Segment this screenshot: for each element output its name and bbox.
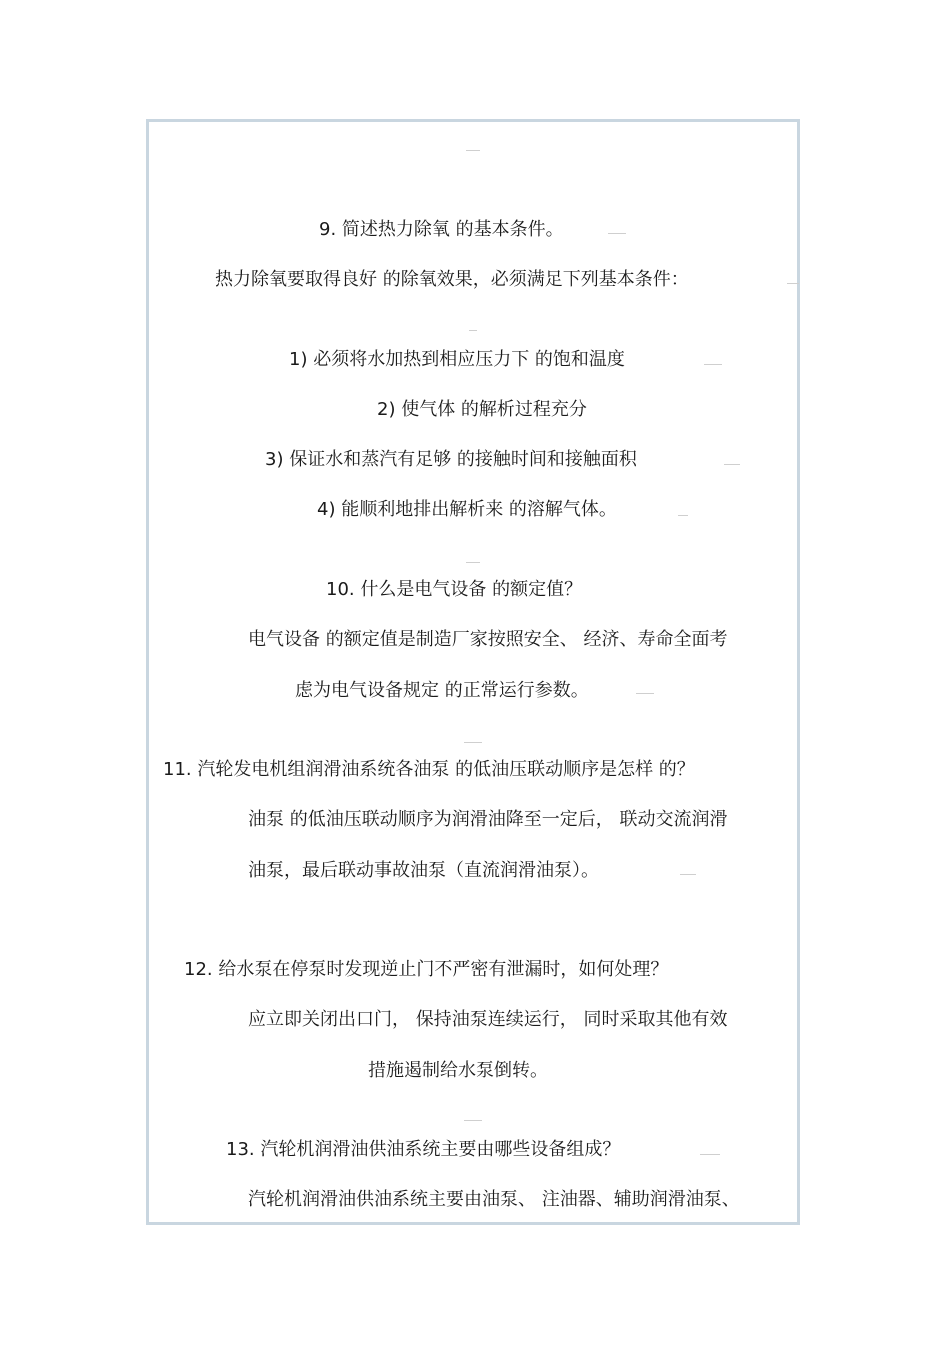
answer-line: 汽轮机润滑油供油系统主要由油泵、 注油器、辅助润滑油泵、 — [248, 1189, 740, 1210]
list-item: 3) 保证水和蒸汽有足够 的接触时间和接触面积 — [265, 449, 637, 470]
question-title: 9. 简述热力除氧 的基本条件。 — [319, 219, 564, 240]
scan-mark — [678, 515, 688, 516]
answer-line: 应立即关闭出口门， 保持油泵连续运行， 同时采取其他有效 — [248, 1009, 728, 1030]
scan-mark — [469, 330, 477, 331]
scan-mark — [700, 1154, 720, 1155]
scan-mark — [680, 874, 696, 875]
question-title: 11. 汽轮发电机组润滑油系统各油泵 的低油压联动顺序是怎样 的？ — [163, 759, 695, 780]
scan-mark — [464, 1120, 482, 1121]
list-item: 1) 必须将水加热到相应压力下 的饱和温度 — [289, 349, 625, 370]
scan-mark — [724, 464, 740, 465]
scan-mark — [787, 283, 799, 284]
answer-line: 油泵，最后联动事故油泵（直流润滑油泵）。 — [248, 860, 599, 881]
answer-line: 措施遏制给水泵倒转。 — [368, 1060, 548, 1081]
question-title: 10. 什么是电气设备 的额定值？ — [326, 579, 583, 600]
scan-mark — [608, 233, 626, 234]
scan-mark — [636, 693, 654, 694]
scan-mark — [464, 742, 482, 743]
scan-mark — [704, 364, 722, 365]
question-title: 12. 给水泵在停泵时发现逆止门不严密有泄漏时，如何处理？ — [184, 959, 669, 980]
answer-line: 油泵 的低油压联动顺序为润滑油降至一定后， 联动交流润滑 — [248, 809, 728, 830]
scan-mark — [466, 150, 480, 151]
question-title: 13. 汽轮机润滑油供油系统主要由哪些设备组成？ — [226, 1139, 621, 1160]
list-item: 2) 使气体 的解析过程充分 — [377, 399, 587, 420]
answer-line: 电气设备 的额定值是制造厂家按照安全、 经济、寿命全面考 — [248, 629, 728, 650]
scan-mark — [466, 562, 480, 563]
answer-line: 虑为电气设备规定 的正常运行参数。 — [295, 680, 589, 701]
list-item: 4) 能顺利地排出解析来 的溶解气体。 — [317, 499, 617, 520]
answer-intro: 热力除氧要取得良好 的除氧效果，必须满足下列基本条件： — [215, 269, 689, 290]
